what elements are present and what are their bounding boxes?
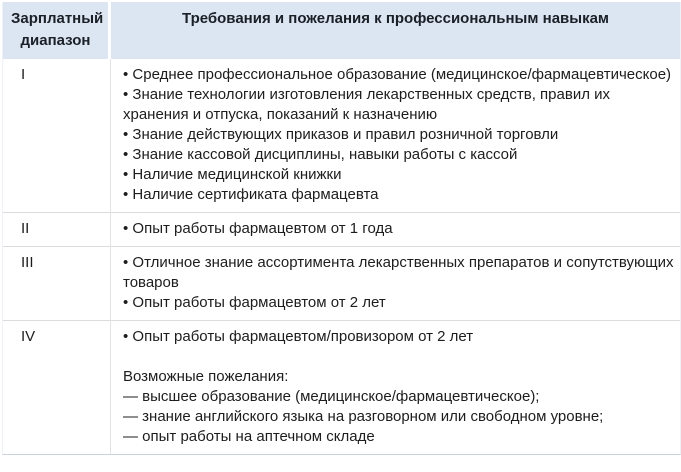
requirement-item: — высшее образование (медицинское/фармацевтическое); [123,388,540,405]
requirement-item: — знание английского языка на разговорном или свободном уровне; [123,408,604,425]
requirement-item: Возможные пожелания: [123,368,289,385]
header-row [3,2,680,59]
requirements-cell [111,246,680,320]
salary-range-cell: IV [3,320,111,454]
requirement-item: • Знание действующих приказов и правил розничной торговли [123,126,559,143]
requirement-item: • Наличие сертификата фармацевта [123,186,379,203]
requirements-cell [111,59,680,212]
salary-range-cell: III [3,246,111,320]
table-header [3,2,680,59]
requirement-item: • Знание кассовой дисциплины, навыки работы с кассой [123,146,518,163]
requirement-item: • Знание технологии изготовления лекарственных средств, правил их хранения и отпуска, показаний к назначению [123,86,611,123]
requirement-item: • Среднее профессиональное образование (медицинское/фармацевтическое) [123,66,672,83]
table-body [3,59,680,454]
requirement-item: • Опыт работы фармацевтом от 1 года [123,220,393,237]
table-row [3,212,680,246]
requirements-cell [111,320,680,454]
requirement-item: • Опыт работы фармацевтом от 2 лет [123,294,386,311]
table-row [3,246,680,320]
table-row [3,59,680,212]
requirement-item: — опыт работы на аптечном складе [123,428,375,445]
blank-line [123,347,674,367]
header-requirements: Требования и пожелания к профессиональным навыкам [111,2,680,59]
requirements-cell [111,212,680,246]
requirement-item: • Опыт работы фармацевтом/провизором от 2 лет [123,328,474,345]
salary-requirements-table [2,2,681,455]
table-row [3,320,680,454]
requirement-item: • Наличие медицинской книжки [123,166,342,183]
salary-range-cell: II [3,212,111,246]
salary-range-cell: I [3,59,111,212]
requirement-item: • Отличное знание ассортимента лекарственных препаратов и сопутствующих товаров [123,254,674,291]
header-salary-range: Зарплатный диапазон [3,2,111,59]
